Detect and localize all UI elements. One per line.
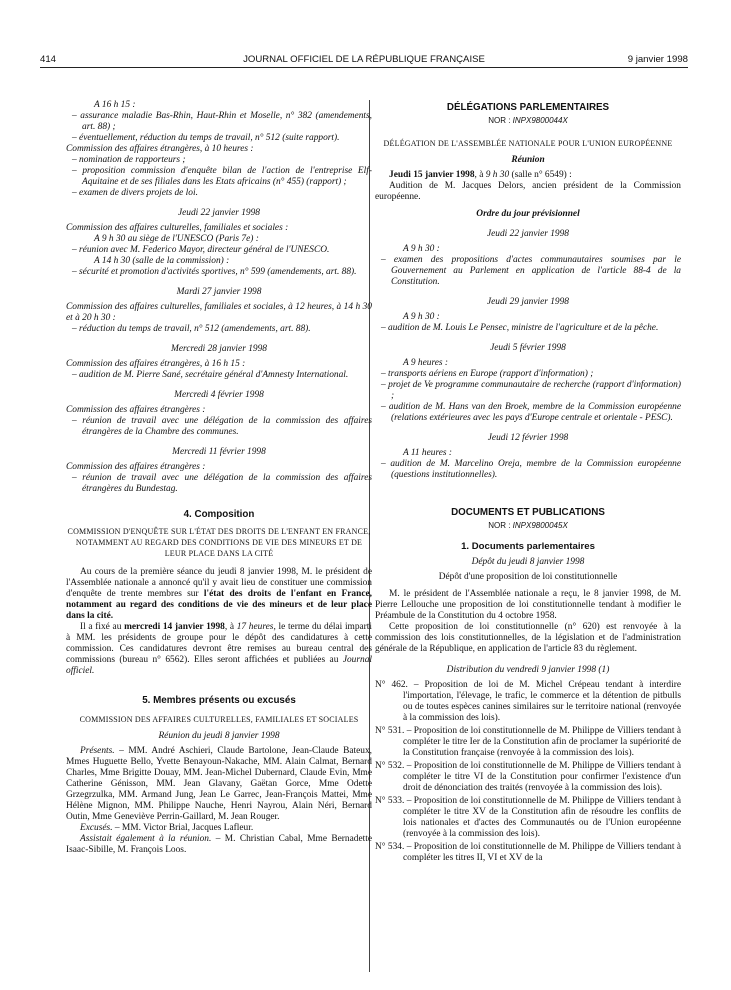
section-heading: 4. Composition xyxy=(183,509,255,520)
paragraph: Présents. – MM. André Aschieri, Claude Bartolone, Jean-Claude Bateux, Mmes Huguette Bello, Yvette Benayoun-Nakache, MM. Alain Calmat, Bernard Charles, Mme Brigitte Douay, MM. Jean-Michel Dubernard, Claude Evin, Mme Catherine Génisson, MM. Jean Glavany, Gaëtan Gorce, Mme Odette Grzegrzulka, MM. Armand Jung, Jean Le Garrec, Jean-François Mattei, Mme Hélène Mignon, MM. Philippe Nauche, Henri Nayrou, Alain Néri, Bernard Outin, Mme Geneviève Perrin-Gaillard, M. Jean Rouger. xyxy=(66,746,372,822)
document-entry: N° 462. – Proposition de loi de M. Michel Crépeau tendant à interdire l'importation, l'élevage, le trafic, le commerce et la détention de pitbulls ou de toutes espèces canines similaires sur le territoire national (renvoyée à la commission des lois). xyxy=(375,680,681,723)
section-heading: 5. Membres présents ou excusés xyxy=(142,695,296,706)
commission-heading: Commission des affaires étrangères, à 10 heures : xyxy=(66,144,254,154)
subsection-heading: 1. Documents parlementaires xyxy=(461,541,595,552)
agenda-item: – audition de M. Pierre Sané, secrétaire général d'Amnesty International. xyxy=(72,370,349,380)
agenda-item: – assurance maladie Bas-Rhin, Haut-Rhin et Moselle, n° 382 (amendements, art. 88) ; xyxy=(72,111,372,132)
agenda-item: – éventuellement, réduction du temps de travail, n° 512 (suite rapport). xyxy=(72,133,340,143)
paragraph: Cette proposition de loi constitutionnelle (n° 620) est renvoyée à la commission des lois constitutionnelles, de la législation et de l'administration générale de la République, en application de l'article 83 du règlement. xyxy=(375,622,681,654)
commission-heading: Commission des affaires culturelles, familiales et sociales, à 12 heures, à 14 h 30 et à 20 h 30 : xyxy=(66,302,372,323)
subheading: Réunion xyxy=(511,155,545,165)
time-heading: A 9 h 30 : xyxy=(403,312,440,322)
commission-heading: Commission des affaires étrangères, à 16 h 15 : xyxy=(66,359,246,369)
document-entry: N° 531. – Proposition de loi constitutionnelle de M. Philippe de Villiers tendant à compléter le titre Ier de la Constitution afin de proclamer la supériorité de la Constitution française (renvoyée à la commission des lois). xyxy=(375,726,681,758)
agenda-item: – réunion de travail avec une délégation de la commission des affaires étrangères de la Chambre des communes. xyxy=(72,416,372,437)
agenda-item: – audition de M. Hans van den Broek, membre de la Commission européenne (relations extérieures avec les pays d'Europe centrale et orientale - PESC). xyxy=(381,402,681,423)
document-entry: N° 533. – Proposition de loi constitutionnelle de M. Philippe de Villiers tendant à compléter le titre XV de la Constitution afin de résoudre les conflits de lois nationales et d'actes des Communautés ou de l'Union européenne (renvoyée à la commission des lois). xyxy=(375,796,681,839)
date-heading: Mercredi 4 février 1998 xyxy=(174,390,264,400)
document-entry: N° 534. – Proposition de loi constitutionnelle de M. Philippe de Villiers tendant à compléter les titres II, VI et XV de la xyxy=(375,842,681,863)
paragraph: Il a fixé au mercredi 14 janvier 1998, à 17 heures, le terme du délai imparti à MM. les présidents de groupe pour le dépôt des candidatures à cette commission. Ces candidatures devront être remises au bureau central des commissions (bureau n° 6562). Elles seront affichées et publiées au Journal officiel. xyxy=(66,622,373,676)
date-heading: Jeudi 29 janvier 1998 xyxy=(486,297,569,307)
date-heading: Mardi 27 janvier 1998 xyxy=(176,287,262,297)
agenda-item: – audition de M. Louis Le Pensec, ministre de l'agriculture et de la pêche. xyxy=(381,323,659,333)
agenda-item: – transports aériens en Europe (rapport d'information) ; xyxy=(381,369,594,379)
section-subheading: COMMISSION DES AFFAIRES CULTURELLES, FAMILIALES ET SOCIALES xyxy=(79,715,359,724)
time-heading: A 9 h 30 : xyxy=(403,244,440,254)
date-heading: Jeudi 5 février 1998 xyxy=(490,343,566,353)
page-number: 414 xyxy=(40,54,57,65)
time-heading: A 16 h 15 : xyxy=(94,100,136,110)
commission-heading: Commission des affaires étrangères : xyxy=(66,462,206,472)
section-subheading: DÉLÉGATION DE L'ASSEMBLÉE NATIONALE POUR L'UNION EUROPÉENNE xyxy=(383,139,673,148)
issue-date: 9 janvier 1998 xyxy=(627,54,688,65)
date-heading: Jeudi 12 février 1998 xyxy=(487,433,569,443)
date-heading: Jeudi 22 janvier 1998 xyxy=(486,229,569,239)
date-heading: Mercredi 11 février 1998 xyxy=(172,447,266,457)
time-heading: A 9 h 30 au siège de l'UNESCO (Paris 7e) : xyxy=(94,234,259,244)
agenda-item: – examen de divers projets de loi. xyxy=(72,188,198,198)
paragraph: Jeudi 15 janvier 1998, à 9 h 30 (salle n° 6549) : xyxy=(389,170,572,180)
paragraph: Excusés. – MM. Victor Brial, Jacques Lafleur. xyxy=(80,823,254,833)
date-heading: Distribution du vendredi 9 janvier 1998 (1) xyxy=(446,665,610,675)
date-heading: Mercredi 28 janvier 1998 xyxy=(171,344,267,354)
section-heading: DOCUMENTS ET PUBLICATIONS xyxy=(451,507,605,518)
agenda-item: – réduction du temps de travail, n° 512 (amendements, art. 88). xyxy=(72,324,311,334)
commission-heading: Commission des affaires étrangères : xyxy=(66,405,206,415)
paragraph: Audition de M. Jacques Delors, ancien président de la Commission européenne. xyxy=(375,181,681,202)
agenda-item: – audition de M. Marcelino Oreja, membre de la Commission européenne (questions institutionnelles). xyxy=(381,459,681,480)
date-heading: Réunion du jeudi 8 janvier 1998 xyxy=(158,731,280,741)
page-header xyxy=(40,52,688,68)
journal-title: JOURNAL OFFICIEL DE LA RÉPUBLIQUE FRANÇAISE xyxy=(243,54,485,65)
agenda-item: – examen des propositions d'actes communautaires soumises par le Gouvernement au Parlement en application de l'article 88-4 de la Constitution. xyxy=(381,255,681,287)
commission-heading: Commission des affaires culturelles, familiales et sociales : xyxy=(66,223,289,233)
agenda-item: – réunion avec M. Federico Mayor, directeur général de l'UNESCO. xyxy=(72,245,330,255)
paragraph: M. le président de l'Assemblée nationale a reçu, le 8 janvier 1998, de M. Pierre Lellouche une proposition de loi constitutionnelle tendant à modifier le Préambule de la Constitution du 4 octobre 1958. xyxy=(375,589,681,621)
subheading: Dépôt d'une proposition de loi constitutionnelle xyxy=(438,572,618,582)
subheading: Ordre du jour prévisionnel xyxy=(476,209,580,219)
date-heading: Jeudi 22 janvier 1998 xyxy=(177,208,260,218)
date-heading: Dépôt du jeudi 8 janvier 1998 xyxy=(471,557,585,567)
section-subheading: COMMISSION D'ENQUÊTE SUR L'ÉTAT DES DROITS DE L'ENFANT EN FRANCE, NOTAMMENT AU REGARD DES CONDITIONS DE VIE DES MINEURS ET DE LEUR PLACE DANS LA CITÉ xyxy=(67,527,371,558)
agenda-item: – réunion de travail avec une délégation de la commission des affaires étrangères du Bundestag. xyxy=(72,473,372,494)
document-entry: N° 532. – Proposition de loi constitutionnelle de M. Philippe de Villiers tendant à compléter le titre VI de la Constitution pour confirmer l'existence d'un droit de dénonciation des traités (renvoyée à la commission des lois). xyxy=(375,761,681,793)
right-column xyxy=(375,100,681,864)
agenda-item: – nomination de rapporteurs ; xyxy=(72,155,186,165)
agenda-item: – sécurité et promotion d'activités sportives, n° 599 (amendements, art. 88). xyxy=(72,267,357,277)
time-heading: A 11 heures : xyxy=(403,448,453,458)
left-column xyxy=(66,100,372,856)
paragraph: Assistait également à la réunion. – M. Christian Cabal, Mme Bernadette Isaac-Sibille, M. François Loos. xyxy=(66,834,372,855)
agenda-item: – projet de Ve programme communautaire de recherche (rapport d'information) ; xyxy=(381,380,681,401)
time-heading: A 9 heures : xyxy=(403,358,449,368)
agenda-item: – proposition commission d'enquête bilan de l'action de l'entreprise Elf-Aquitaine et de ses filiales dans les Etats africains (n° 455) (rapport) ; xyxy=(72,166,372,187)
section-heading: DÉLÉGATIONS PARLEMENTAIRES xyxy=(446,102,610,113)
paragraph: Au cours de la première séance du jeudi 8 janvier 1998, M. le président de l'Assemblée nationale a annoncé qu'il y avait lieu de constituer une commission d'enquête de trente membres sur l'état des droits de l'enfant en France, notamment au regard des conditions de vie des mineurs et de leur place dans la cité. xyxy=(66,567,372,621)
nor-reference: NOR : INPX9800044X xyxy=(488,116,568,125)
nor-reference: NOR : INPX9800045X xyxy=(488,521,568,530)
time-heading: A 14 h 30 (salle de la commission) : xyxy=(94,256,230,266)
